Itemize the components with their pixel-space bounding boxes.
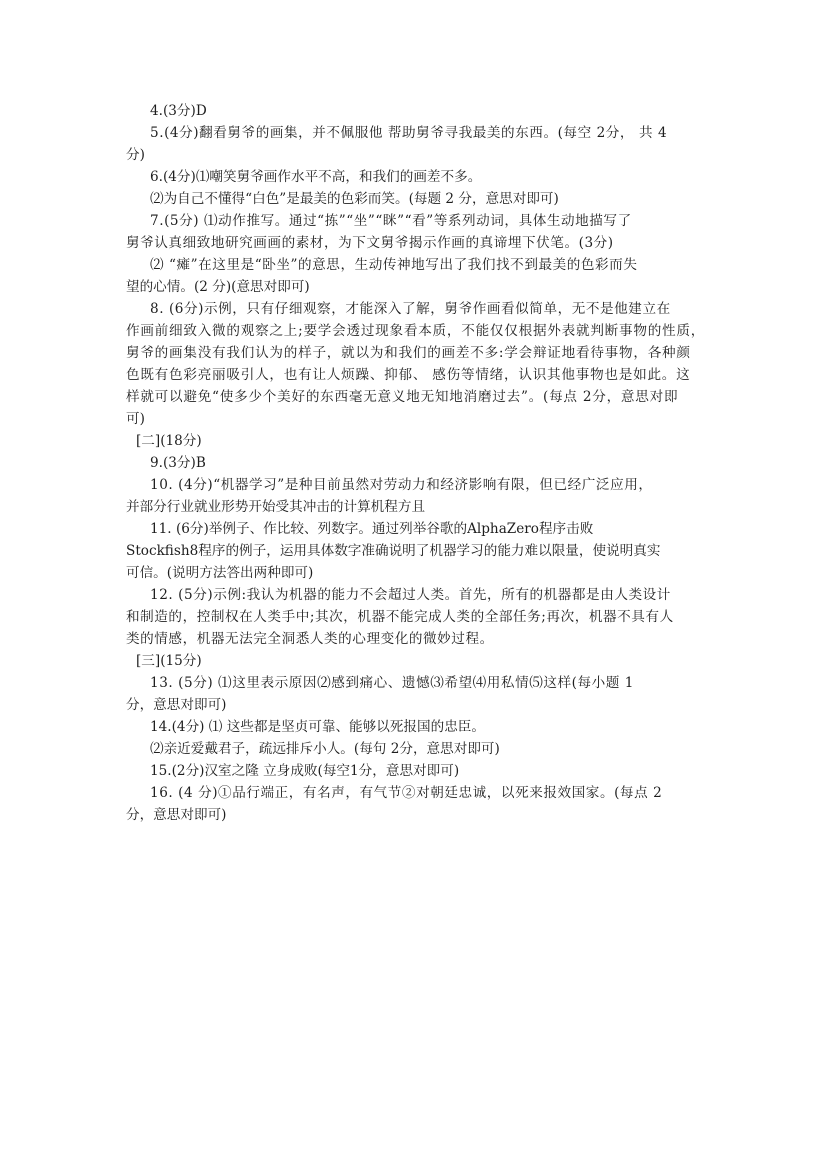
answer-14-part-1: 14.(4分) ⑴ 这些都是坚贞可靠、能够以死报国的忠臣。 [150,719,485,735]
answer-6-part-2: ⑵为自己不懂得“白色”是最美的色彩而笑。(每题 2 分，意思对即可) [150,191,559,207]
section-3-heading: [三](15分) [136,653,202,669]
answer-8-line-3: 舅爷的画集没有我们认为的样子，就以为和我们的画差不多:学会辩证地看待事物，各种颜 [126,345,691,361]
answer-16: 16. (4 分)①品行端正，有名声，有气节②对朝廷忠诚，以死来报效国家。(每点 2 [150,785,663,801]
answer-7-part-1: 7.(5分) ⑴动作推写。通过“拣”“坐”“眯”“看”等系列动词，具体生动地描写了 [150,213,632,229]
answer-11-line-2: Stockfish8程序的例子，运用具体数字准确说明了机器学习的能力难以限量，使说明真实 [126,543,661,559]
answer-16-continued: 分，意思对即可) [126,807,227,823]
answer-15: 15.(2分)汉室之隆 立身成败(每空1分，意思对即可) [150,763,460,779]
answer-13-continued: 分，意思对即可) [126,697,227,713]
section-2-heading: [二](18分) [136,433,202,449]
answer-8: 8. (6分)示例，只有仔细观察，才能深入了解，舅爷作画看似简单，无不是他建立在 [150,301,671,317]
answer-7-part-2-continued: 望的心情。(2 分)(意思对即可) [126,279,310,295]
answer-12-line-2: 和制造的，控制权在人类手中;其次，机器不能完成人类的全部任务;再次，机器不具有人 [126,609,674,625]
answer-10: 10. (4分)“机器学习”是种目前虽然对劳动力和经济影响有限，但已经广泛应用， [150,477,653,493]
answer-7-continued: 舅爷认真细致地研究画画的素材，为下文舅爷揭示作画的真谛埋下伏笔。(3分) [126,235,614,251]
answer-7-part-2: ⑵ “瘫”在这里是“卧坐”的意思，生动传神地写出了我们找不到最美的色彩而失 [150,257,638,273]
answer-8-line-4: 色既有色彩亮丽吸引人，也有让人烦躁、抑郁、 感伤等情绪，认识其他事物也是如此。这 [126,367,691,383]
answer-4: 4.(3分)D [150,103,207,119]
answer-11-line-3: 可信。(说明方法答出两种即可) [126,565,314,581]
answer-11: 11. (6分)举例子、作比较、列数字。通过列举谷歌的AlphaZero程序击败 [150,521,594,537]
answer-12-line-3: 类的情感，机器无法完全洞悉人类的心理变化的微妙过程。 [126,631,494,647]
answer-6-part-1: 6.(4分)⑴嘲笑舅爷画作水平不高，和我们的画差不多。 [150,169,482,185]
answer-9: 9.(3分)B [150,455,206,471]
answer-12: 12. (5分)示例:我认为机器的能力不会超过人类。首先，所有的机器都是由人类设计 [150,587,671,603]
answer-8-line-2: 作画前细致入微的观察之上;要学会透过现象看本质，不能仅仅根据外表就判断事物的性质， [126,323,706,339]
answer-5-continued: 分) [126,147,145,163]
answer-13: 13. (5分) ⑴这里表示原因⑵感到痛心、遗憾⑶希望⑷用私情⑸这样(每小题 1 [150,675,635,691]
answer-14-part-2: ⑵亲近爱戴君子，疏远排斥小人。(每句 2分，意思对即可) [150,741,500,757]
answer-5: 5.(4分)翻看舅爷的画集，并不佩服他 帮助舅爷寻我最美的东西。(每空 2分， 共 4 [150,125,668,141]
answer-8-line-5: 样就可以避免“使多少个美好的东西毫无意义地无知地消磨过去”。(每点 2分，意思对即 [126,389,679,405]
answer-10-continued: 并部分行业就业形势开始受其冲击的计算机程方且 [126,499,426,515]
answer-8-line-6: 可) [126,411,145,427]
